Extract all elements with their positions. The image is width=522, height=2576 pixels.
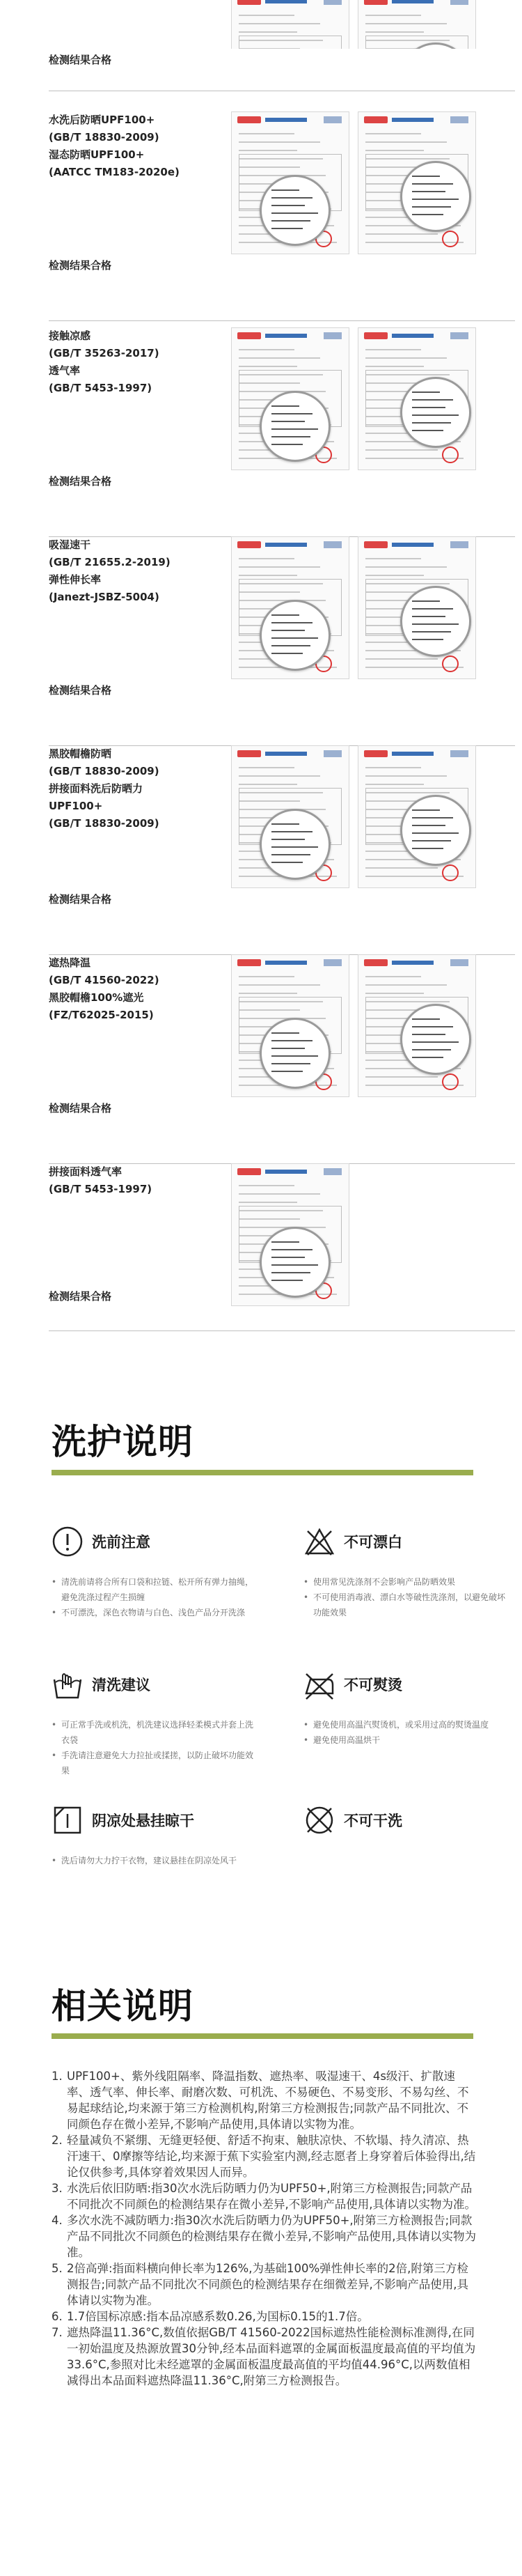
note-item bbox=[52, 2309, 477, 2325]
certificate-document-image bbox=[231, 327, 349, 470]
note-item bbox=[52, 2325, 477, 2389]
certificate-result: 检测结果合格 bbox=[49, 684, 112, 697]
note-text: 轻量减负不紧绷、无缝更轻便、舒适不拘束、触肤凉快、不软塌、持久清凉、热汗速干、0摩擦等结论,均来源于蕉下实验室内测,经志愿者上身穿着后体验得出,结论仅供参考,具体穿着效果因人而异。 bbox=[67, 2134, 476, 2179]
notes-section-divider bbox=[52, 2033, 473, 2039]
certificate-standard-line: 水洗后防晒UPF100+ bbox=[49, 114, 155, 126]
certificate-standard-line: (AATCC TM183-2020e) bbox=[49, 166, 180, 178]
certificate-row bbox=[49, 745, 515, 955]
certificate-document-image bbox=[358, 954, 476, 1097]
certificate-images bbox=[231, 327, 482, 474]
certificate-standards bbox=[49, 111, 216, 181]
certificate-standard-line: (FZ/T62025-2015) bbox=[49, 1009, 154, 1021]
certificate-images bbox=[231, 536, 482, 683]
certificate-document-image bbox=[231, 745, 349, 888]
care-section-title: 洗护说明 bbox=[52, 1422, 193, 1462]
certificate-document-image bbox=[231, 1163, 349, 1306]
certificate-document-image bbox=[358, 327, 476, 470]
certificate-row bbox=[49, 1163, 515, 1331]
certificate-standard-line: (GB/T 18830-2009) bbox=[49, 765, 159, 777]
certificate-standard-line: 湿态防晒UPF100+ bbox=[49, 148, 145, 161]
certificate-row bbox=[49, 536, 515, 746]
note-number: 1. bbox=[52, 2070, 63, 2083]
care-bullet: • 清洗前请将合所有口袋和拉链、松开所有弹力抽绳，避免洗涤过程产生损缠 bbox=[52, 1574, 253, 1605]
shade-dry-icon bbox=[52, 1804, 84, 1836]
care-item-title: 不可漂白 bbox=[344, 1534, 402, 1551]
certificate-standards bbox=[49, 536, 216, 606]
care-bullet: • 不可漂洗，深色衣物请与白色、浅色产品分开洗涤 bbox=[52, 1605, 253, 1620]
certificate-standards bbox=[49, 745, 216, 832]
certificate-row bbox=[49, 111, 515, 321]
certificate-row bbox=[49, 0, 515, 91]
magnifier-detail bbox=[400, 586, 471, 657]
note-item bbox=[52, 2068, 477, 2132]
wash-info-icon bbox=[52, 1526, 84, 1558]
note-text: 多次水洗不减防晒力:指30次水洗后防晒力仍为UPF50+,附第三方检测报告;同款产品不同批次不同颜色的检测结果存在微小差异,不影响产品使用,具体请以实物为准。 bbox=[67, 2214, 476, 2259]
certificate-images bbox=[231, 111, 482, 258]
note-item bbox=[52, 2132, 477, 2180]
certificate-result: 检测结果合格 bbox=[49, 893, 112, 906]
certificate-document-image bbox=[231, 111, 349, 254]
certificate-result: 检测结果合格 bbox=[49, 259, 112, 272]
certificate-standard-line: (Janezt-JSBZ-5004) bbox=[49, 591, 159, 603]
certificate-standard-line: 拼接面料透气率 bbox=[49, 1165, 122, 1178]
certificate-images bbox=[231, 0, 482, 49]
magnifier-detail bbox=[260, 1227, 331, 1298]
no-bleach-icon bbox=[303, 1526, 335, 1558]
magnifier-detail bbox=[400, 795, 471, 866]
care-bullet: • 洗后请勿大力拧干衣物，建议悬挂在阴凉处风干 bbox=[52, 1853, 253, 1868]
certificate-document-image bbox=[231, 536, 349, 679]
note-text: 1.7倍国标凉感:指本品凉感系数0.26,为国标0.15的1.7倍。 bbox=[67, 2310, 369, 2323]
note-number: 4. bbox=[52, 2214, 63, 2227]
certificate-standard-line: (GB/T 5453-1997) bbox=[49, 382, 152, 394]
red-seal-icon bbox=[442, 864, 459, 881]
certificate-standard-line: UPF100+ bbox=[49, 800, 103, 812]
care-bullet: • 避免使用高温烘干 bbox=[303, 1732, 505, 1748]
certificate-standard-line: (GB/T 5453-1997) bbox=[49, 1183, 152, 1195]
note-text: 遮热降温11.36°C,数值依据GB/T 41560-2022国标遮热性能检测标准测得,在同一初始温度及热源放置30分钟,经本品面料遮罩的金属面板温度最高值的平均值为33.6°C,参照对比未经遮罩的金属面板温度最高值的平均值44.96°C,以两数值相减得出本品面料遮热降温11.36°C,附第三方检测报告。 bbox=[67, 2326, 476, 2387]
certificate-images bbox=[231, 954, 482, 1101]
care-item-title: 不可干洗 bbox=[344, 1813, 402, 1829]
certificate-document-image bbox=[358, 745, 476, 888]
no-iron-icon bbox=[303, 1668, 335, 1700]
note-text: 水洗后依旧防晒:指30次水洗后防晒力仍为UPF50+,附第三方检测报告;同款产品不同批次不同颜色的检测结果存在微小差异,不影响产品使用,具体请以实物为准。 bbox=[67, 2182, 476, 2211]
red-seal-icon bbox=[442, 1073, 459, 1090]
certificate-standards bbox=[49, 1163, 216, 1198]
certificate-standard-line: 遮热降温 bbox=[49, 956, 91, 969]
care-bullet: • 可正常手洗或机洗，机洗建议选择轻柔模式并套上洗衣袋 bbox=[52, 1717, 253, 1748]
care-item-bullets bbox=[303, 1574, 505, 1620]
care-item-title: 清洗建议 bbox=[92, 1677, 150, 1693]
care-bullet: • 避免使用高温汽熨烫机，或采用过高的熨烫温度 bbox=[303, 1717, 505, 1732]
note-number: 2. bbox=[52, 2134, 63, 2147]
certificate-standard-line: 接触凉感 bbox=[49, 329, 91, 342]
note-item bbox=[52, 2260, 477, 2309]
certificate-document-image bbox=[358, 0, 476, 49]
certificate-document-image bbox=[358, 111, 476, 254]
certificate-standard-line: (GB/T 18830-2009) bbox=[49, 131, 159, 143]
certificate-standards bbox=[49, 327, 216, 397]
care-item-bullets bbox=[52, 1853, 253, 1868]
certificate-result: 检测结果合格 bbox=[49, 1102, 112, 1115]
certificate-standard-line: 弹性伸长率 bbox=[49, 573, 102, 586]
magnifier-detail bbox=[400, 377, 471, 448]
care-item-title: 洗前注意 bbox=[92, 1534, 150, 1551]
certificate-images bbox=[231, 745, 482, 892]
certificate-document-image bbox=[358, 536, 476, 679]
magnifier-detail bbox=[400, 161, 471, 232]
care-bullet: • 使用常见洗涤剂不会影响产品防晒效果 bbox=[303, 1574, 505, 1590]
notes-list bbox=[52, 2068, 477, 2389]
magnifier-detail bbox=[400, 1004, 471, 1075]
certificate-standard-line: (GB/T 21655.2-2019) bbox=[49, 556, 171, 568]
red-seal-icon bbox=[442, 655, 459, 672]
certificate-document-image bbox=[231, 954, 349, 1097]
certificate-result: 检测结果合格 bbox=[49, 54, 112, 66]
care-bullet: • 手洗请注意避免大力拉扯或揉搓，以防止破坏功能效果 bbox=[52, 1748, 253, 1778]
note-text: 2倍高弹:指面料横向伸长率为126%,为基础100%弹性伸长率的2倍,附第三方检测报告;同款产品不同批次不同颜色的检测结果存在细微差异,不影响产品使用,具体请以实物为准。 bbox=[67, 2262, 469, 2307]
magnifier-detail bbox=[260, 809, 331, 880]
note-item bbox=[52, 2180, 477, 2212]
certificate-result: 检测结果合格 bbox=[49, 1290, 112, 1303]
certificate-document-image bbox=[231, 0, 349, 49]
red-seal-icon bbox=[442, 447, 459, 463]
certificate-standard-line: 黑胶帽檐防晒 bbox=[49, 747, 112, 760]
magnifier-detail bbox=[260, 600, 331, 671]
note-number: 5. bbox=[52, 2262, 63, 2275]
care-item-bullets bbox=[52, 1574, 253, 1620]
certificate-standard-line: 透气率 bbox=[49, 364, 81, 377]
notes-section-title: 相关说明 bbox=[52, 1986, 193, 2026]
care-bullet: • 不可使用消毒液、漂白水等破性洗涤剂，以避免破坏功能效果 bbox=[303, 1590, 505, 1620]
care-item-bullets bbox=[303, 1717, 505, 1748]
certificate-standard-line: 吸湿速干 bbox=[49, 538, 91, 551]
hand-wash-icon bbox=[52, 1668, 84, 1700]
care-item-bullets bbox=[52, 1717, 253, 1778]
no-dry-clean-icon bbox=[303, 1804, 335, 1836]
magnifier-detail bbox=[260, 1018, 331, 1089]
note-text: UPF100+、紫外线阻隔率、降温指数、遮热率、吸湿速干、4s级汗、扩散速率、透气率、伸长率、耐磨次数、可机洗、不易硬色、不易变形、不易勾丝、不易起球结论,均来源于第三方检测机构,附第三方检测报告;同款产品不同批次、不同颜色存在微小差异,不影响产品使用,具体请以实物为准。 bbox=[67, 2070, 469, 2131]
note-number: 6. bbox=[52, 2310, 63, 2323]
care-item-title: 不可熨烫 bbox=[344, 1677, 402, 1693]
certificate-images bbox=[231, 1163, 482, 1310]
certificate-row bbox=[49, 954, 515, 1164]
certificate-standard-line: 黑胶帽檐100%遮光 bbox=[49, 991, 144, 1004]
magnifier-detail bbox=[260, 175, 331, 246]
certificate-standard-line: (GB/T 18830-2009) bbox=[49, 817, 159, 830]
certificate-row bbox=[49, 327, 515, 537]
magnifier-detail bbox=[260, 391, 331, 462]
certificate-result: 检测结果合格 bbox=[49, 475, 112, 488]
certificate-standard-line: 拼接面料洗后防晒力 bbox=[49, 782, 143, 795]
note-number: 3. bbox=[52, 2182, 63, 2195]
certificate-standard-line: (GB/T 35263-2017) bbox=[49, 347, 159, 359]
care-item-title: 阴凉处悬挂晾干 bbox=[92, 1813, 194, 1829]
care-section-divider bbox=[52, 1470, 473, 1475]
certificate-standards bbox=[49, 954, 216, 1024]
certificate-standard-line: (GB/T 41560-2022) bbox=[49, 974, 159, 986]
red-seal-icon bbox=[442, 231, 459, 247]
note-number: 7. bbox=[52, 2326, 63, 2339]
note-item bbox=[52, 2212, 477, 2260]
